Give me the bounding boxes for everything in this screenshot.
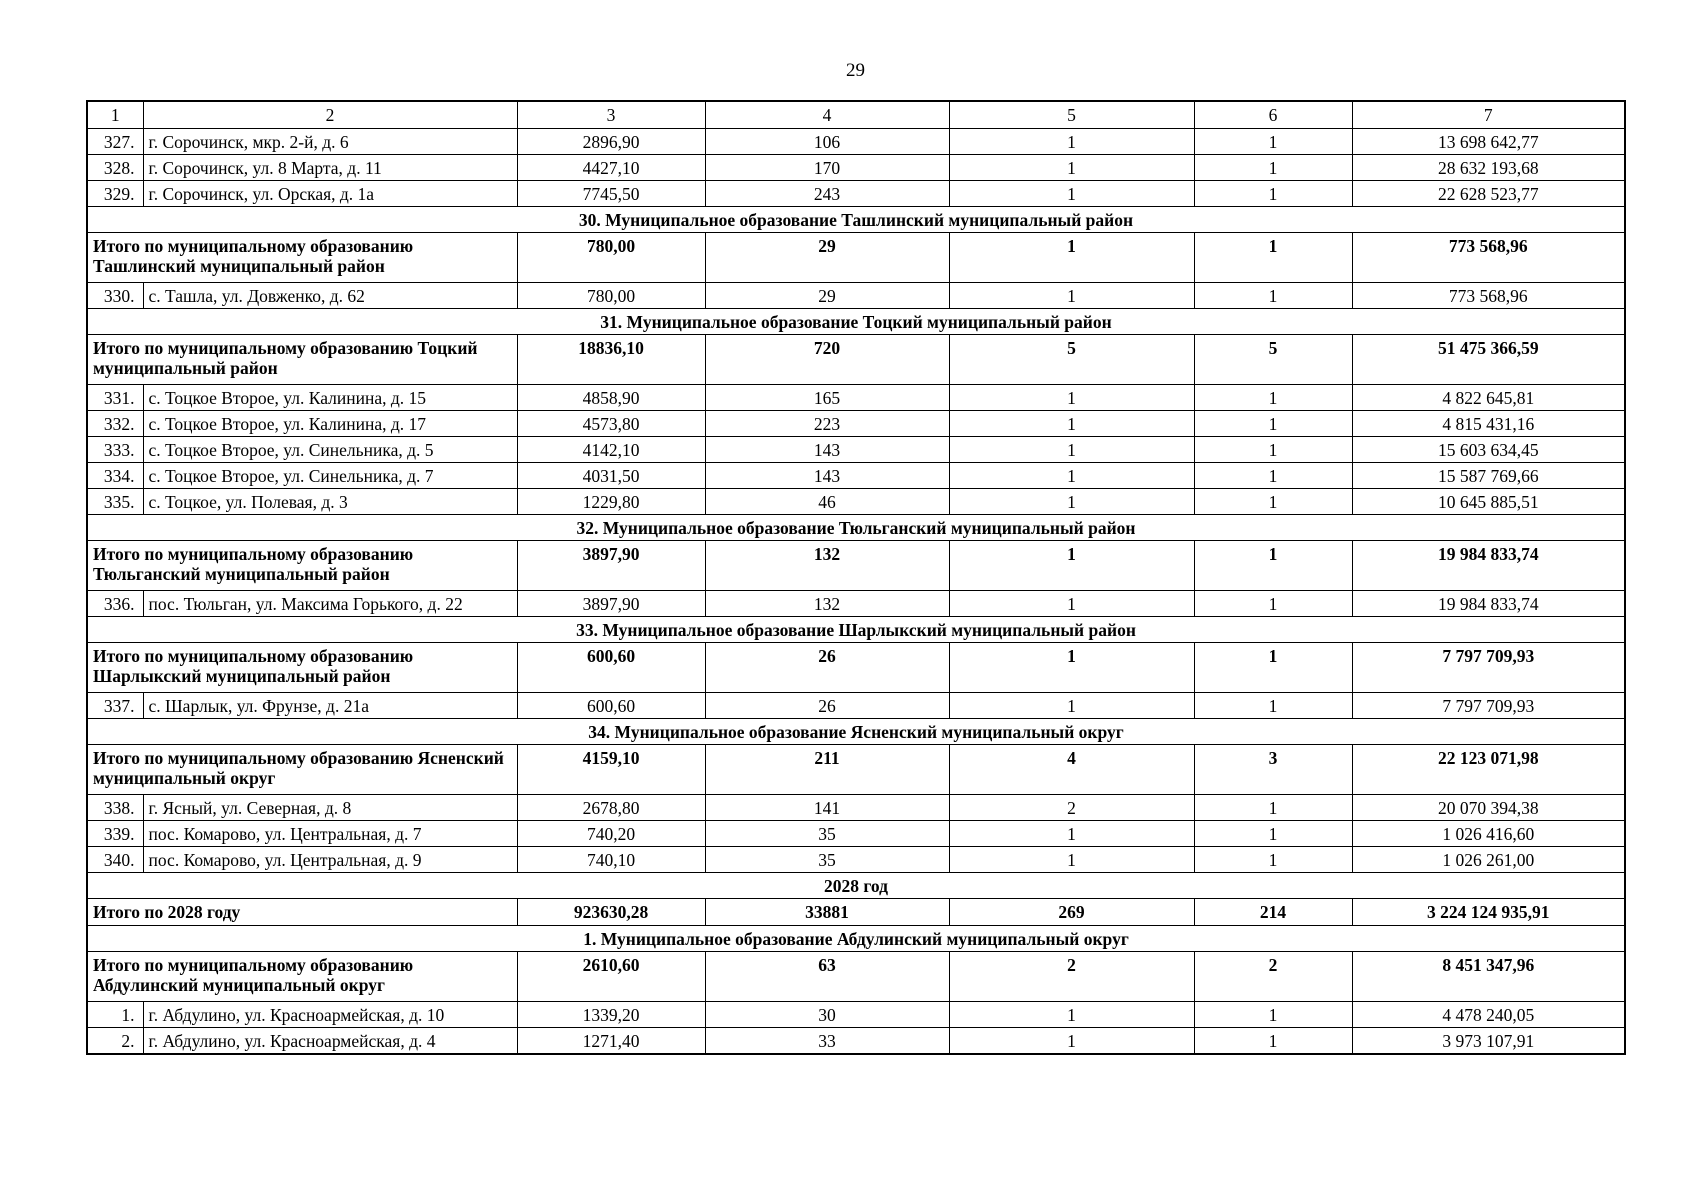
count-col5: 1 (949, 437, 1194, 463)
cost-value: 22 628 523,77 (1352, 181, 1625, 207)
count-col6: 5 (1194, 335, 1352, 385)
residents-count: 35 (705, 821, 949, 847)
table-row (87, 283, 1625, 309)
table-row (87, 129, 1625, 155)
count-col6: 1 (1194, 693, 1352, 719)
residents-count: 35 (705, 847, 949, 873)
section-header-row (87, 309, 1625, 335)
section-header-row (87, 207, 1625, 233)
subtotal-row (87, 643, 1625, 693)
section-header-row (87, 617, 1625, 643)
building-address: с. Шарлык, ул. Фрунзе, д. 21а (143, 693, 517, 719)
residents-count: 29 (705, 233, 949, 283)
count-col5: 1 (949, 181, 1194, 207)
count-col5: 2 (949, 795, 1194, 821)
count-col6: 1 (1194, 437, 1352, 463)
cost-value: 3 224 124 935,91 (1352, 899, 1625, 926)
cost-value: 22 123 071,98 (1352, 745, 1625, 795)
area-value: 780,00 (517, 283, 705, 309)
subtotal-row (87, 952, 1625, 1002)
total-label: Итого по муниципальному образованию Тюльганский муниципальный район (87, 541, 517, 591)
residents-count: 46 (705, 489, 949, 515)
row-number: 332. (87, 411, 143, 437)
row-number: 333. (87, 437, 143, 463)
section-header-row (87, 926, 1625, 952)
section-header-row (87, 719, 1625, 745)
row-number: 329. (87, 181, 143, 207)
residents-count: 141 (705, 795, 949, 821)
area-value: 3897,90 (517, 541, 705, 591)
table-row (87, 411, 1625, 437)
count-col6: 3 (1194, 745, 1352, 795)
count-col5: 1 (949, 155, 1194, 181)
count-col6: 1 (1194, 411, 1352, 437)
section-header-row (87, 515, 1625, 541)
count-col5: 1 (949, 591, 1194, 617)
row-number: 328. (87, 155, 143, 181)
column-number: 6 (1194, 101, 1352, 129)
cost-value: 773 568,96 (1352, 283, 1625, 309)
count-col6: 1 (1194, 129, 1352, 155)
cost-value: 7 797 709,93 (1352, 693, 1625, 719)
table-row (87, 181, 1625, 207)
section-title: 2028 год (87, 873, 1625, 899)
area-value: 600,60 (517, 693, 705, 719)
residents-count: 106 (705, 129, 949, 155)
column-number: 7 (1352, 101, 1625, 129)
total-label: Итого по муниципальному образованию Ташлинский муниципальный район (87, 233, 517, 283)
residents-count: 211 (705, 745, 949, 795)
row-number: 337. (87, 693, 143, 719)
building-address: пос. Комарово, ул. Центральная, д. 7 (143, 821, 517, 847)
building-address: с. Тоцкое Второе, ул. Синельника, д. 5 (143, 437, 517, 463)
housing-register-table (86, 100, 1626, 1055)
residents-count: 63 (705, 952, 949, 1002)
count-col6: 1 (1194, 1002, 1352, 1028)
building-address: с. Тоцкое Второе, ул. Калинина, д. 17 (143, 411, 517, 437)
count-col5: 1 (949, 847, 1194, 873)
row-number: 335. (87, 489, 143, 515)
row-number: 331. (87, 385, 143, 411)
area-value: 1271,40 (517, 1028, 705, 1055)
subtotal-row (87, 745, 1625, 795)
row-number: 327. (87, 129, 143, 155)
table-row (87, 155, 1625, 181)
count-col5: 2 (949, 952, 1194, 1002)
section-title: 33. Муниципальное образование Шарлыкский муниципальный район (87, 617, 1625, 643)
count-col6: 1 (1194, 155, 1352, 181)
table-row (87, 463, 1625, 489)
count-col5: 5 (949, 335, 1194, 385)
subtotal-row (87, 335, 1625, 385)
count-col6: 1 (1194, 821, 1352, 847)
count-col6: 214 (1194, 899, 1352, 926)
row-number: 339. (87, 821, 143, 847)
table-row (87, 693, 1625, 719)
area-value: 4427,10 (517, 155, 705, 181)
count-col5: 4 (949, 745, 1194, 795)
section-header-row (87, 873, 1625, 899)
row-number: 338. (87, 795, 143, 821)
count-col5: 1 (949, 233, 1194, 283)
area-value: 4573,80 (517, 411, 705, 437)
count-col6: 1 (1194, 489, 1352, 515)
count-col5: 1 (949, 411, 1194, 437)
area-value: 2610,60 (517, 952, 705, 1002)
table-row (87, 437, 1625, 463)
year-total-row (87, 899, 1625, 926)
count-col5: 1 (949, 129, 1194, 155)
cost-value: 7 797 709,93 (1352, 643, 1625, 693)
cost-value: 51 475 366,59 (1352, 335, 1625, 385)
table-row (87, 489, 1625, 515)
count-col5: 1 (949, 821, 1194, 847)
count-col6: 1 (1194, 541, 1352, 591)
residents-count: 33881 (705, 899, 949, 926)
count-col6: 1 (1194, 847, 1352, 873)
residents-count: 29 (705, 283, 949, 309)
area-value: 4031,50 (517, 463, 705, 489)
column-number: 1 (87, 101, 143, 129)
building-address: г. Абдулино, ул. Красноармейская, д. 10 (143, 1002, 517, 1028)
row-number: 334. (87, 463, 143, 489)
residents-count: 143 (705, 437, 949, 463)
count-col5: 1 (949, 283, 1194, 309)
cost-value: 773 568,96 (1352, 233, 1625, 283)
cost-value: 20 070 394,38 (1352, 795, 1625, 821)
count-col5: 1 (949, 463, 1194, 489)
residents-count: 223 (705, 411, 949, 437)
residents-count: 33 (705, 1028, 949, 1055)
area-value: 3897,90 (517, 591, 705, 617)
building-address: с. Тоцкое, ул. Полевая, д. 3 (143, 489, 517, 515)
table-row (87, 847, 1625, 873)
area-value: 2896,90 (517, 129, 705, 155)
section-title: 30. Муниципальное образование Ташлинский муниципальный район (87, 207, 1625, 233)
residents-count: 143 (705, 463, 949, 489)
count-col6: 1 (1194, 385, 1352, 411)
building-address: г. Ясный, ул. Северная, д. 8 (143, 795, 517, 821)
cost-value: 28 632 193,68 (1352, 155, 1625, 181)
column-number: 5 (949, 101, 1194, 129)
row-number: 2. (87, 1028, 143, 1055)
residents-count: 26 (705, 643, 949, 693)
area-value: 4142,10 (517, 437, 705, 463)
total-label: Итого по муниципальному образованию Ясненский муниципальный округ (87, 745, 517, 795)
count-col6: 1 (1194, 795, 1352, 821)
count-col6: 1 (1194, 591, 1352, 617)
count-col6: 2 (1194, 952, 1352, 1002)
table-row (87, 1002, 1625, 1028)
area-value: 740,10 (517, 847, 705, 873)
building-address: г. Сорочинск, мкр. 2-й, д. 6 (143, 129, 517, 155)
cost-value: 1 026 416,60 (1352, 821, 1625, 847)
column-number: 4 (705, 101, 949, 129)
subtotal-row (87, 233, 1625, 283)
table-row (87, 795, 1625, 821)
count-col6: 1 (1194, 1028, 1352, 1055)
cost-value: 13 698 642,77 (1352, 129, 1625, 155)
building-address: пос. Тюльган, ул. Максима Горького, д. 22 (143, 591, 517, 617)
area-value: 780,00 (517, 233, 705, 283)
total-label: Итого по муниципальному образованию Абдулинский муниципальный округ (87, 952, 517, 1002)
area-value: 7745,50 (517, 181, 705, 207)
area-value: 740,20 (517, 821, 705, 847)
total-label: Итого по муниципальному образованию Тоцкий муниципальный район (87, 335, 517, 385)
building-address: г. Сорочинск, ул. 8 Марта, д. 11 (143, 155, 517, 181)
cost-value: 19 984 833,74 (1352, 541, 1625, 591)
column-number-row (87, 101, 1625, 129)
table-row (87, 821, 1625, 847)
building-address: с. Тоцкое Второе, ул. Калинина, д. 15 (143, 385, 517, 411)
count-col6: 1 (1194, 643, 1352, 693)
row-number: 340. (87, 847, 143, 873)
residents-count: 132 (705, 541, 949, 591)
column-number: 2 (143, 101, 517, 129)
section-title: 32. Муниципальное образование Тюльганский муниципальный район (87, 515, 1625, 541)
count-col6: 1 (1194, 233, 1352, 283)
row-number: 1. (87, 1002, 143, 1028)
area-value: 1229,80 (517, 489, 705, 515)
cost-value: 4 822 645,81 (1352, 385, 1625, 411)
count-col6: 1 (1194, 181, 1352, 207)
area-value: 923630,28 (517, 899, 705, 926)
area-value: 600,60 (517, 643, 705, 693)
count-col5: 1 (949, 385, 1194, 411)
table-row (87, 1028, 1625, 1055)
table-row (87, 591, 1625, 617)
count-col5: 1 (949, 1028, 1194, 1055)
building-address: г. Сорочинск, ул. Орская, д. 1а (143, 181, 517, 207)
area-value: 4858,90 (517, 385, 705, 411)
section-title: 34. Муниципальное образование Ясненский муниципальный округ (87, 719, 1625, 745)
building-address: г. Абдулино, ул. Красноармейская, д. 4 (143, 1028, 517, 1055)
row-number: 336. (87, 591, 143, 617)
residents-count: 132 (705, 591, 949, 617)
residents-count: 243 (705, 181, 949, 207)
table-body (87, 101, 1625, 1054)
cost-value: 8 451 347,96 (1352, 952, 1625, 1002)
cost-value: 4 478 240,05 (1352, 1002, 1625, 1028)
residents-count: 170 (705, 155, 949, 181)
area-value: 1339,20 (517, 1002, 705, 1028)
area-value: 2678,80 (517, 795, 705, 821)
count-col5: 1 (949, 1002, 1194, 1028)
subtotal-row (87, 541, 1625, 591)
count-col6: 1 (1194, 463, 1352, 489)
building-address: с. Ташла, ул. Довженко, д. 62 (143, 283, 517, 309)
cost-value: 1 026 261,00 (1352, 847, 1625, 873)
total-label: Итого по 2028 году (87, 899, 517, 926)
residents-count: 30 (705, 1002, 949, 1028)
residents-count: 26 (705, 693, 949, 719)
residents-count: 720 (705, 335, 949, 385)
area-value: 4159,10 (517, 745, 705, 795)
cost-value: 10 645 885,51 (1352, 489, 1625, 515)
count-col5: 1 (949, 643, 1194, 693)
area-value: 18836,10 (517, 335, 705, 385)
column-number: 3 (517, 101, 705, 129)
total-label: Итого по муниципальному образованию Шарлыкский муниципальный район (87, 643, 517, 693)
residents-count: 165 (705, 385, 949, 411)
page-number: 29 (846, 60, 865, 81)
building-address: с. Тоцкое Второе, ул. Синельника, д. 7 (143, 463, 517, 489)
section-title: 1. Муниципальное образование Абдулинский муниципальный округ (87, 926, 1625, 952)
cost-value: 15 587 769,66 (1352, 463, 1625, 489)
row-number: 330. (87, 283, 143, 309)
cost-value: 4 815 431,16 (1352, 411, 1625, 437)
section-title: 31. Муниципальное образование Тоцкий муниципальный район (87, 309, 1625, 335)
building-address: пос. Комарово, ул. Центральная, д. 9 (143, 847, 517, 873)
count-col6: 1 (1194, 283, 1352, 309)
cost-value: 15 603 634,45 (1352, 437, 1625, 463)
count-col5: 269 (949, 899, 1194, 926)
count-col5: 1 (949, 489, 1194, 515)
table-row (87, 385, 1625, 411)
count-col5: 1 (949, 693, 1194, 719)
cost-value: 3 973 107,91 (1352, 1028, 1625, 1055)
cost-value: 19 984 833,74 (1352, 591, 1625, 617)
count-col5: 1 (949, 541, 1194, 591)
